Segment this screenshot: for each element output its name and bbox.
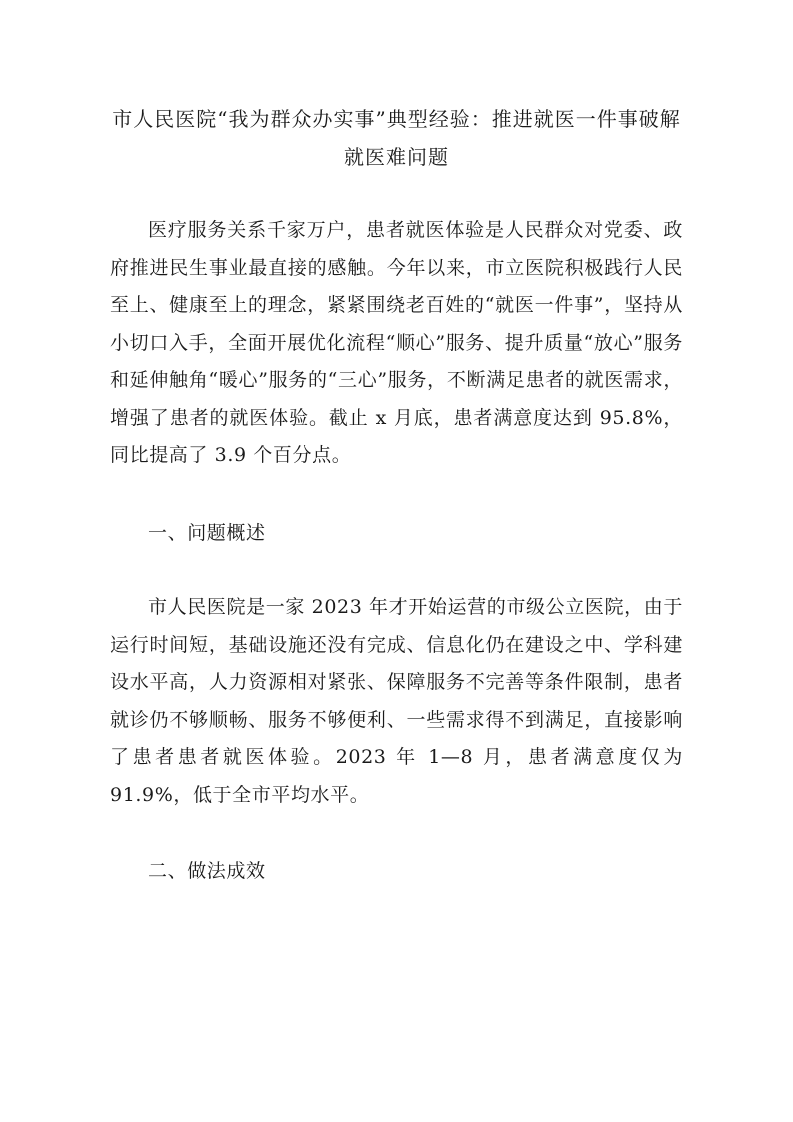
spacer: [110, 814, 683, 853]
section-heading-measures-results: 二、做法成效: [148, 860, 266, 882]
document-body: [110, 212, 683, 891]
spacer: [110, 475, 683, 515]
intro-paragraph: 医疗服务关系千家万户，患者就医体验是人民群众对党委、政府推进民生事业最直接的感触。今年以来，市立医院积极践行人民至上、健康至上的理念，紧紧围绕老百姓的“就医一件事”，坚持从小切口入手，全面开展优化流程“顺心”服务、提升质量“放心”服务和延伸触角“暖心”服务的“三心”服务，不断满足患者的就医需求，增强了患者的就医体验。截止 x 月底，患者满意度达到 95.8%，同比提高了 3.9 个百分点。: [110, 219, 683, 466]
spacer: [110, 552, 683, 589]
document-title: 市人民医院“我为群众办实事”典型经验：推进就医一件事破解就医难问题: [112, 107, 681, 169]
problem-overview-paragraph: 市人民医院是一家 2023 年才开始运营的市级公立医院，由于运行时间短，基础设施还没有完成、信息化仍在建设之中、学科建设水平高，人力资源相对紧张、保障服务不完善等条件限制，患者就诊仍不够顺畅、服务不够便利、一些需求得不到满足，直接影响了患者患者就医体验。2023 年 1—8 月，患者满意度仅为 91.9%，低于全市平均水平。: [110, 596, 683, 806]
section-heading-problem-overview: 一、问题概述: [148, 521, 266, 544]
